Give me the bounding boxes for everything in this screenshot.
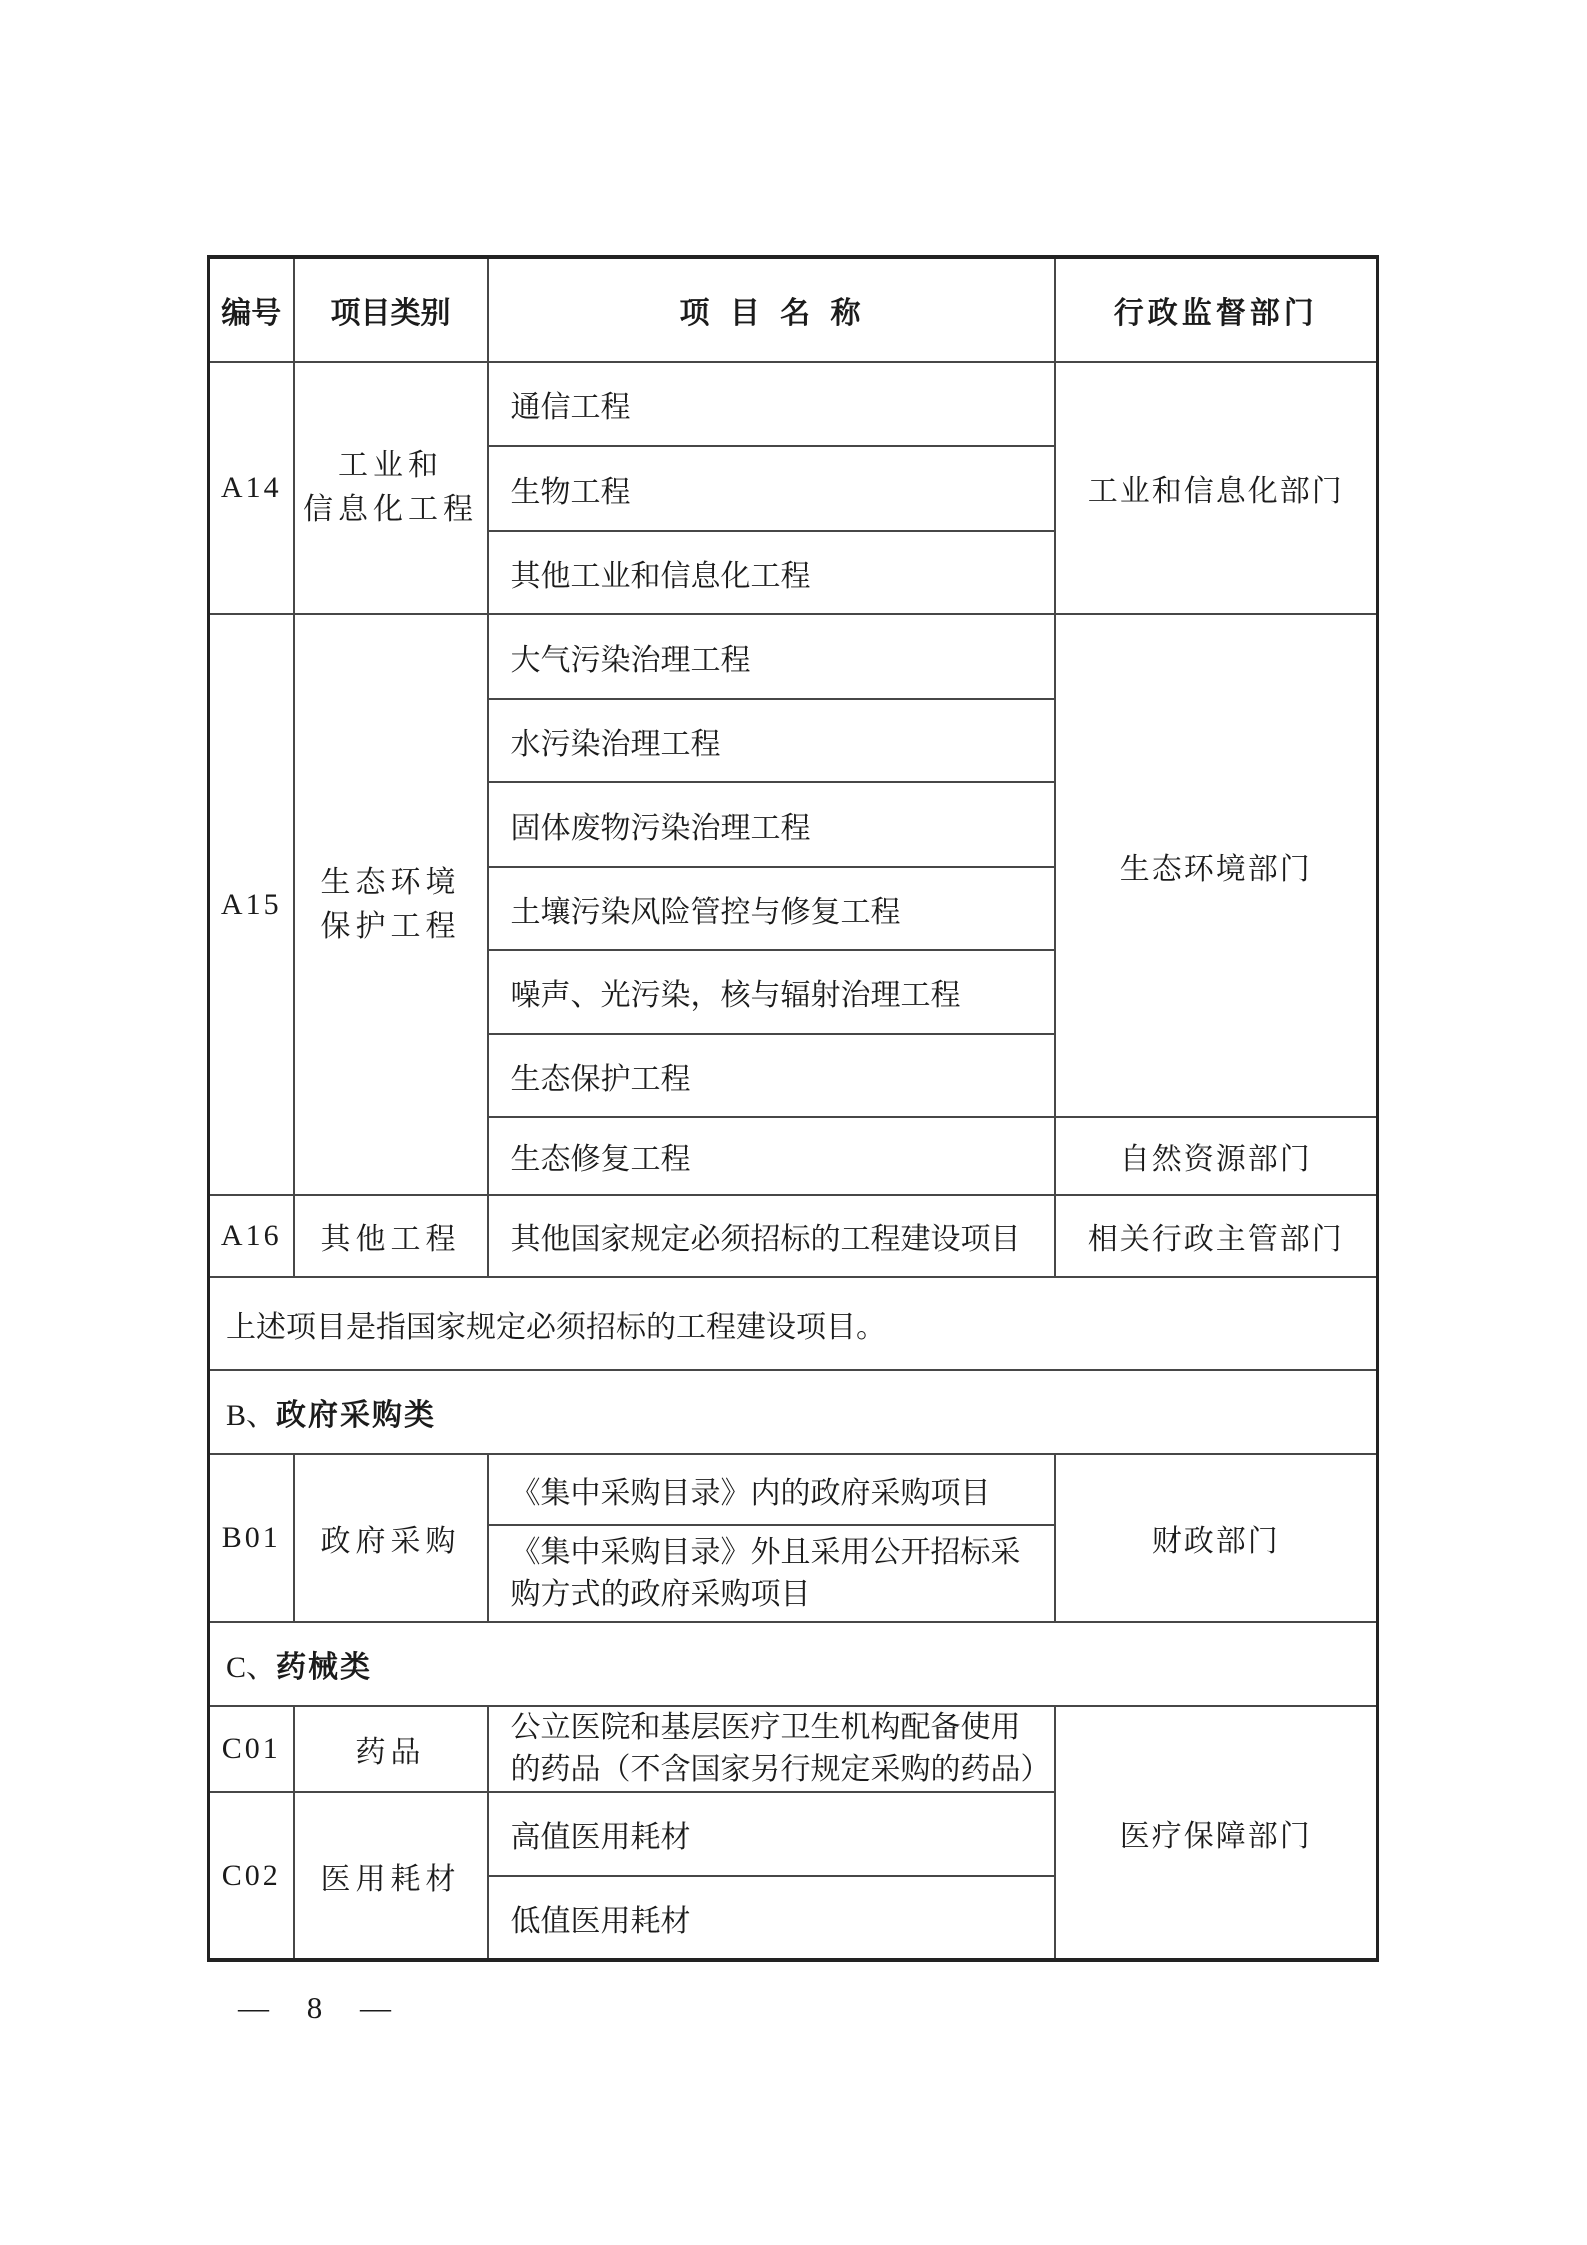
table-row — [209, 1454, 1378, 1525]
section-c-title — [209, 1622, 1378, 1706]
a14-category — [294, 362, 488, 614]
header-department: 行政监督部门 — [1055, 257, 1378, 362]
project-name-cell: 噪声、光污染，核与辐射治理工程 — [488, 950, 1055, 1034]
section-b-label: 政府采购类 — [276, 1399, 437, 1432]
a14-department: 工业和信息化部门 — [1055, 362, 1378, 614]
project-name-cell: 高值医用耗材 — [488, 1792, 1055, 1876]
a14-code: A14 — [209, 362, 294, 614]
project-name-cell: 其他工业和信息化工程 — [488, 531, 1055, 614]
project-name-cell: 其他国家规定必须招标的工程建设项目 — [488, 1195, 1055, 1277]
c-department: 医疗保障部门 — [1055, 1706, 1378, 1960]
page-number: — 8 — — [238, 1990, 393, 2025]
b01-category: 政府采购 — [294, 1454, 488, 1622]
table-row — [209, 362, 1378, 446]
project-name-cell: 公立医院和基层医疗卫生机构配备使用的药品（不含国家另行规定采购的药品） — [488, 1706, 1055, 1792]
project-category-table — [207, 255, 1379, 1962]
a14-category-line1: 工业和 — [338, 449, 443, 482]
project-name-cell: 生物工程 — [488, 446, 1055, 531]
a15-category-line2: 保护工程 — [320, 909, 461, 943]
section-c-row — [209, 1622, 1378, 1706]
c02-code: C02 — [209, 1792, 294, 1960]
project-name-cell: 《集中采购目录》外且采用公开招标采购方式的政府采购项目 — [488, 1525, 1055, 1622]
project-name-cell: 通信工程 — [488, 362, 1055, 446]
project-name-cell: 土壤污染风险管控与修复工程 — [488, 867, 1055, 950]
note-text: 上述项目是指国家规定必须招标的工程建设项目。 — [209, 1277, 1378, 1370]
project-name-cell: 水污染治理工程 — [488, 699, 1055, 782]
a15-department-last: 自然资源部门 — [1055, 1117, 1378, 1195]
a15-category-line1: 生态环境 — [320, 865, 461, 899]
a14-category-line2: 信息化工程 — [303, 493, 478, 526]
project-name-cell: 固体废物污染治理工程 — [488, 782, 1055, 867]
c01-category: 药品 — [294, 1706, 488, 1792]
header-project-name: 项 目 名 称 — [488, 257, 1055, 362]
c02-category: 医用耗材 — [294, 1792, 488, 1960]
table-row — [209, 1706, 1378, 1792]
project-name-cell: 低值医用耗材 — [488, 1876, 1055, 1960]
project-name-cell: 生态保护工程 — [488, 1034, 1055, 1117]
project-name-cell: 生态修复工程 — [488, 1117, 1055, 1195]
a16-code: A16 — [209, 1195, 294, 1277]
a16-category: 其他工程 — [294, 1195, 488, 1277]
section-b-row — [209, 1370, 1378, 1454]
a15-category — [294, 614, 488, 1195]
section-c-prefix: C、 — [226, 1651, 277, 1684]
section-b-title — [209, 1370, 1378, 1454]
table-row — [209, 614, 1378, 699]
a15-code: A15 — [209, 614, 294, 1195]
table-row — [209, 1195, 1378, 1277]
a16-department: 相关行政主管部门 — [1055, 1195, 1378, 1277]
c01-code: C01 — [209, 1706, 294, 1792]
table-header-row — [209, 257, 1378, 362]
project-name-cell: 《集中采购目录》内的政府采购项目 — [488, 1454, 1055, 1525]
project-name-cell: 大气污染治理工程 — [488, 614, 1055, 699]
header-category: 项目类别 — [294, 257, 488, 362]
b01-department: 财政部门 — [1055, 1454, 1378, 1622]
note-row — [209, 1277, 1378, 1370]
section-b-prefix: B、 — [226, 1399, 277, 1432]
section-c-label: 药械类 — [276, 1651, 373, 1684]
a15-department-main: 生态环境部门 — [1055, 614, 1378, 1117]
b01-code: B01 — [209, 1454, 294, 1622]
header-code: 编号 — [209, 257, 294, 362]
